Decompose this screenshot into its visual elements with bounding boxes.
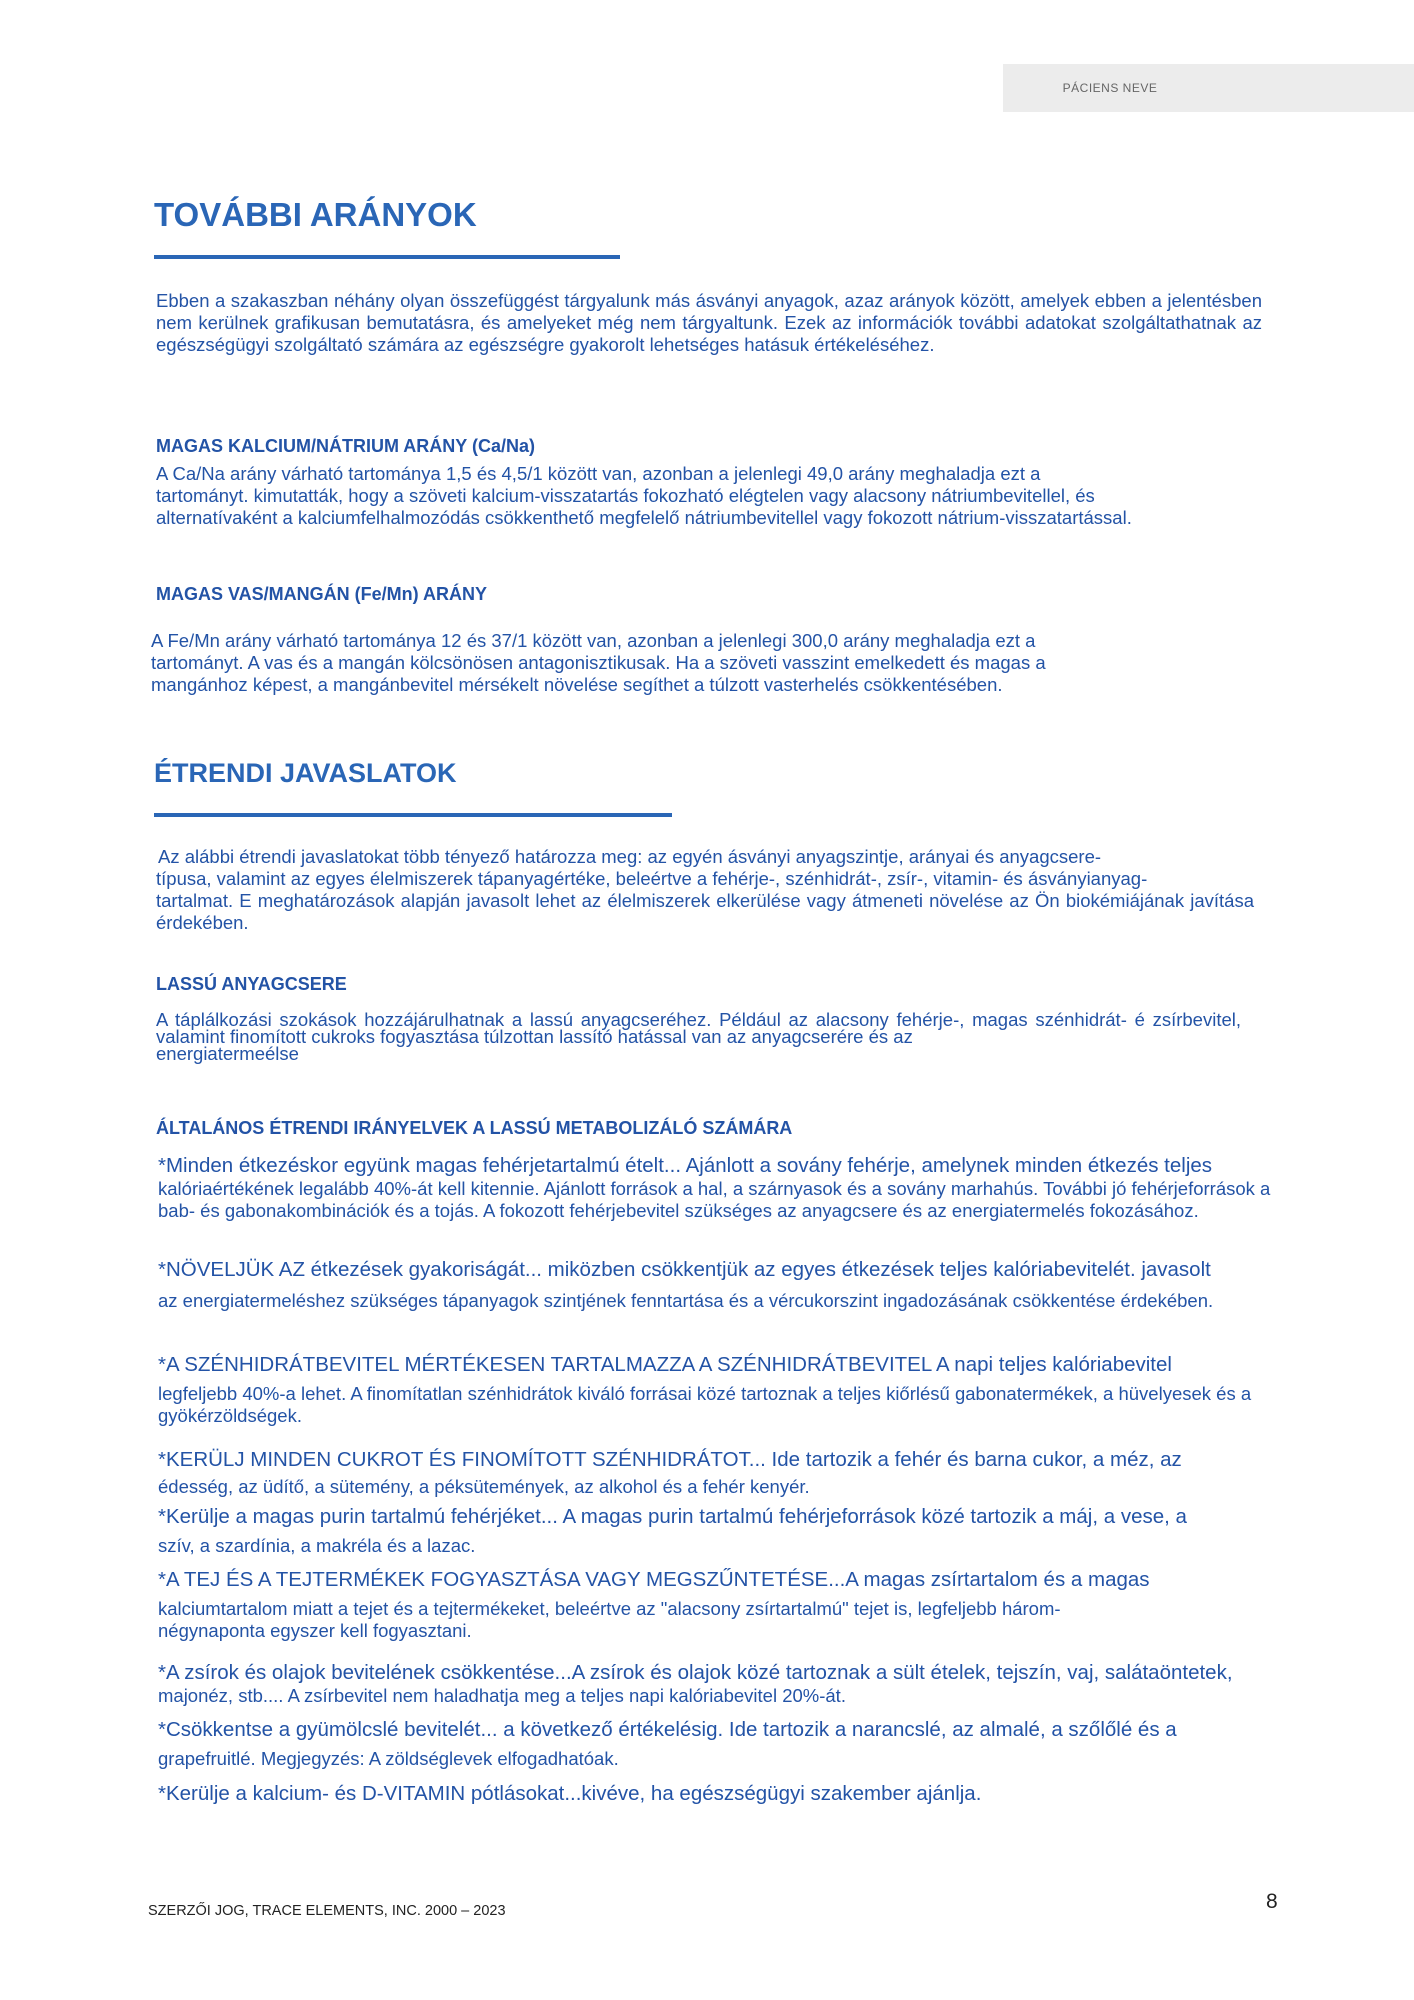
guideline-item-5 [158,1505,1298,1557]
guideline-item-6 [158,1568,1298,1642]
guideline-heading: *NÖVELJÜK AZ étkezések gyakoriságát... miközben csökkentjük az egyes étkezések teljes kalóriabevitelét. javasolt [158,1258,1211,1281]
guideline-item-4 [158,1448,1298,1498]
guideline-heading: *A zsírok és olajok bevitelének csökkentése...A zsírok és olajok közé tartoznak a sült ételek, tejszín, vaj, salátaöntetek, [158,1661,1233,1684]
guideline-body: kalóriaértékének legalább 40%-át kell kitennie. Ajánlott források a hal, a szárnyasok és a sovány marhahús. További jó fehérjeforrások a bab- és gabonakombinációk és a tojás. A fokozott fehérjebevitel szükséges az anyagcsere és az energiatermelés fokozásához. [158,1178,1271,1221]
guideline-item-7 [158,1661,1298,1707]
fe-mn-line-3: mangánhoz képest, a mangánbevitel mérsékelt növelése segíthet a túlzott vasterhelés csökkentésében. [151,674,1003,695]
guideline-heading: *KERÜLJ MINDEN CUKROT ÉS FINOMÍTOTT SZÉNHIDRÁTOT... Ide tartozik a fehér és barna cukor, a méz, az [158,1448,1182,1471]
guideline-body: édesség, az üdítő, a sütemény, a péksütemények, az alkohol és a fehér kenyér. [158,1476,810,1497]
section-title-dietary-recommendations: ÉTRENDI JAVASLATOK [154,758,457,788]
section-divider [154,813,672,817]
section-title-further-ratios: TOVÁBBI ARÁNYOK [154,196,477,233]
guideline-body: grapefruitlé. Megjegyzés: A zöldséglevek elfogadhatóak. [158,1748,619,1769]
subheading-ca-na-ratio: MAGAS KALCIUM/NÁTRIUM ARÁNY (Ca/Na) [156,436,535,456]
slow-metabolism-body: A táplálkozási szokások hozzájárulhatnak a lassú anyagcseréhez. Például az alacsony fehérje-, magas szénhidrát- é zsírbevitel, valamint finomított cukroks fogyasztása túlzottan lassító hatással van az anyagcserére és az [156,1009,1241,1047]
ca-na-line-1: A Ca/Na arány várható tartománya 1,5 és 4,5/1 között van, azonban a jelenlegi 49,0 arány meghaladja ezt a [156,463,1041,484]
guideline-item-2 [158,1258,1298,1312]
guideline-body: legfeljebb 40%-a lehet. A finomítatlan szénhidrátok kiváló forrásai közé tartoznak a teljes kiőrlésű gabonatermékek, a hüvelyesek és a gyökérzöldségek. [158,1383,1252,1426]
subheading-fe-mn-ratio: MAGAS VAS/MANGÁN (Fe/Mn) ARÁNY [156,584,487,604]
guideline-item-9 [158,1782,1298,1806]
guideline-heading: *A SZÉNHIDRÁTBEVITEL MÉRTÉKESEN TARTALMAZZA A SZÉNHIDRÁTBEVITEL A napi teljes kalóriabevitel [158,1353,1172,1376]
guideline-heading: *A TEJ ÉS A TEJTERMÉKEK FOGYASZTÁSA VAGY MEGSZŰNTETÉSE...A magas zsírtartalom és a magas [158,1568,1150,1591]
footer-copyright: SZERZŐI JOG, TRACE ELEMENTS, INC. 2000 – 2023 [148,1903,506,1919]
diet-intro-rest: tartalmat. E meghatározások alapján javasolt lehet az élelmiszerek elkerülése vagy átmeneti növelése az Ön biokémiájának javítása érdekében. [156,890,1254,933]
slow-metabolism-paragraph [156,1011,1241,1062]
slow-metabolism-last-line: energiatermeélse [156,1043,299,1064]
patient-name-label: PÁCIENS NEVE [1062,81,1158,95]
guideline-body: majonéz, stb.... A zsírbevitel nem haladhatja meg a teljes napi kalóriabevitel 20%-át. [158,1685,846,1706]
diet-intro-line-2: típusa, valamint az egyes élelmiszerek tápanyagértéke, beleértve a fehérje-, szénhidrát-, zsír-, vitamin- és ásványianyag- [156,868,1148,889]
diet-intro-line-1: Az alábbi étrendi javaslatokat több tényező határozza meg: az egyén ásványi anyagszintje, arányai és anyagcsere- [158,846,1102,867]
ca-na-paragraph [156,463,1306,529]
guideline-heading: *Kerülje a kalcium- és D-VITAMIN pótlásokat...kivéve, ha egészségügyi szakember ajánlja. [158,1782,982,1805]
guideline-body: az energiatermeléshez szükséges tápanyagok szintjének fenntartása és a vércukorszint ingadozásának csökkentése érdekében. [158,1290,1214,1311]
section-intro-ratios: Ebben a szakaszban néhány olyan összefüggést tárgyalunk más ásványi anyagok, azaz arányok között, amelyek ebben a jelentésben nem kerülnek grafikusan bemutatásra, és amelyeket még nem tárgyaltunk. Ezek az információk további adatokat szolgáltathatnak az egészségügyi szolgáltató számára az egészségre gyakorolt lehetséges hatásuk értékeléséhez. [156,290,1262,355]
fe-mn-line-2: tartományt. A vas és a mangán kölcsönösen antagonisztikusak. Ha a szöveti vasszint emelkedett és magas a [151,652,1046,673]
section-intro-diet [156,846,1254,934]
guideline-item-1 [158,1154,1298,1222]
ca-na-line-2: tartományt. kimutatták, hogy a szöveti kalcium-visszatartás fokozható elégtelen vagy alacsony nátriumbevitellel, és [156,485,1095,506]
guideline-body: kalciumtartalom miatt a tejet és a tejtermékeket, beleértve az "alacsony zsírtartalmú" tejet is, legfeljebb három-négynaponta egyszer kell fogyasztani. [158,1598,1061,1641]
subheading-slow-metabolism: LASSÚ ANYAGCSERE [156,974,347,994]
guideline-heading: *Minden étkezéskor együnk magas fehérjetartalmú ételt... Ajánlott a sovány fehérje, amelynek minden étkezés teljes [158,1154,1213,1177]
guideline-item-3 [158,1353,1298,1427]
ca-na-line-3: alternatívaként a kalciumfelhalmozódás csökkenthető megfelelő nátriumbevitellel vagy fokozott nátrium-visszatartással. [156,507,1132,528]
guideline-body: szív, a szardínia, a makréla és a lazac. [158,1535,476,1556]
patient-name-box [1003,64,1414,112]
fe-mn-line-1: A Fe/Mn arány várható tartománya 12 és 37/1 között van, azonban a jelenlegi 300,0 arány meghaladja ezt a [151,630,1036,651]
section-divider [154,255,620,259]
guideline-heading: *Csökkentse a gyümölcslé bevitelét... a következő értékelésig. Ide tartozik a narancslé, az almalé, a szőlőlé és a [158,1718,1177,1741]
page-number: 8 [1266,1890,1278,1913]
guideline-item-8 [158,1718,1298,1770]
guideline-heading: *Kerülje a magas purin tartalmú fehérjéket... A magas purin tartalmú fehérjeforrások közé tartozik a máj, a vese, a [158,1505,1187,1528]
subheading-general-guidelines: ÁLTALÁNOS ÉTRENDI IRÁNYELVEK A LASSÚ METABOLIZÁLÓ SZÁMÁRA [156,1118,793,1138]
fe-mn-paragraph [151,630,1301,696]
